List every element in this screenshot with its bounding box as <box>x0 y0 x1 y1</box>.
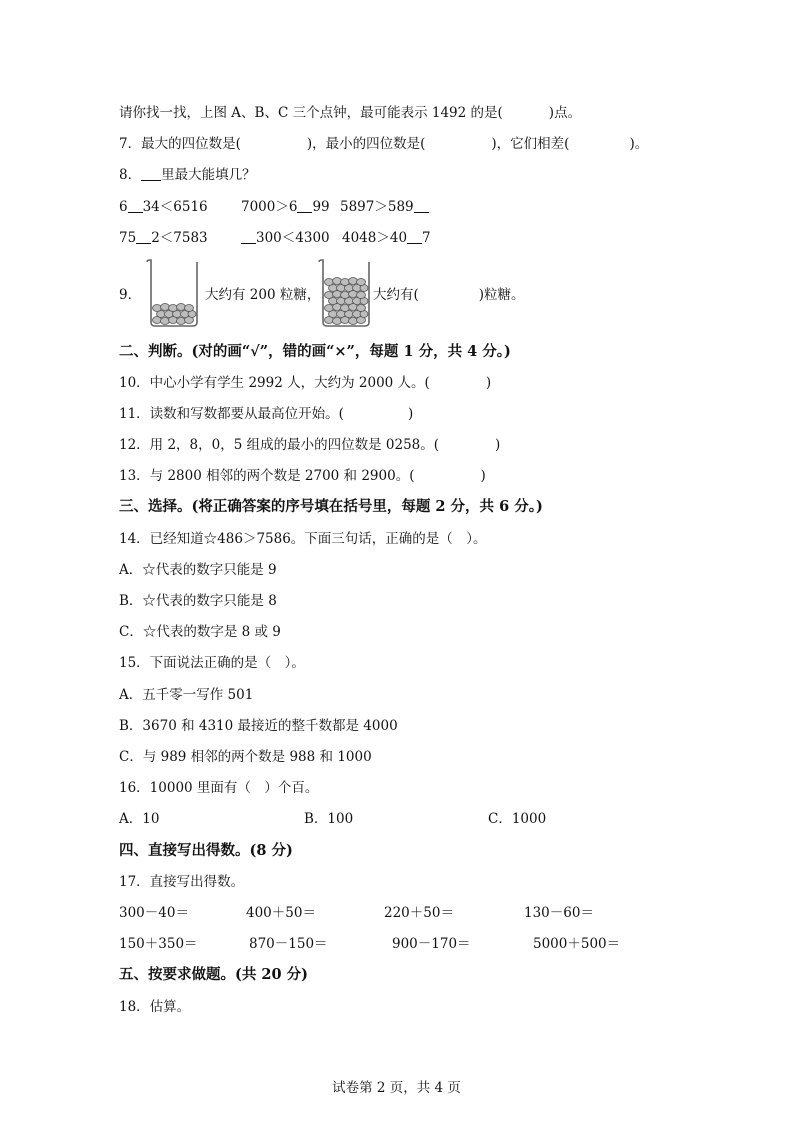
q7-part-a: 7．最大的四位数是( <box>119 136 241 152</box>
q16-stem: 16．10000 里面有（ ）个百。 <box>119 780 319 796</box>
q8-number: 8． <box>119 167 142 183</box>
q9-text-estimate: 大约有( )粒糖。 <box>373 287 525 303</box>
q15-stem: 15．下面说法正确的是（ ）。 <box>119 655 305 671</box>
q8-question: 里最大能填几？ <box>161 167 256 183</box>
q8-title <box>119 166 256 184</box>
q9-number: 9． <box>119 287 142 303</box>
q6-end: )点。 <box>548 105 582 121</box>
q7-line <box>119 135 648 153</box>
q6-text: 请你找一找，上图 A、B、C 三个点钟，最可能表示 1492 的是( <box>119 105 503 121</box>
underline-blank <box>414 198 429 213</box>
underline-blank <box>128 198 143 213</box>
q14-option: C．☆代表的数字是 8 或 9 <box>119 624 281 640</box>
calc-item: 220＋50＝ <box>384 905 454 921</box>
calc-item: 150＋350＝ <box>119 936 198 952</box>
underline-blank <box>407 229 422 244</box>
underline-blank <box>136 229 151 244</box>
underline-blank <box>241 229 256 244</box>
underline-blank <box>141 166 161 181</box>
section-4-title: 四、直接写出得数。(8 分) <box>119 842 293 859</box>
q7-part-b: )，最小的四位数是( <box>306 136 426 152</box>
q18-stem: 18．估算。 <box>119 999 191 1015</box>
q15-option: A．五千零一写作 501 <box>119 687 254 703</box>
q14-option: A．☆代表的数字只能是 9 <box>119 562 277 578</box>
section-5-title: 五、按要求做题。(共 20 分) <box>119 966 308 983</box>
section-3-title: 三、选择。(将正确答案的序号填在括号里，每题 2 分，共 6 分。) <box>119 498 543 515</box>
q10-line: 10．中心小学有学生 2992 人，大约为 2000 人。( ) <box>119 375 492 391</box>
q16-option: C．1000 <box>488 811 547 827</box>
q8-item: 300＜4300 <box>241 229 330 247</box>
q8-item: 7000＞6 99 <box>241 199 330 215</box>
q9-text-200: 大约有 200 粒糖， <box>205 287 321 303</box>
q14-option: B．☆代表的数字只能是 8 <box>119 593 277 609</box>
underline-blank <box>297 198 312 213</box>
calc-item: 900－170＝ <box>392 936 471 952</box>
section-2-title: 二、判断。(对的画“√”，错的画“×”，每题 1 分，共 4 分。) <box>119 343 511 360</box>
q8-item: 4048＞40 7 <box>342 230 431 246</box>
beaker-many-candies-icon <box>317 259 375 329</box>
q17-stem: 17．直接写出得数。 <box>119 874 245 890</box>
q8-item: 5897＞589 <box>340 198 429 216</box>
q13-line: 13．与 2800 相邻的两个数是 2700 和 2900。( ) <box>119 468 486 484</box>
q8-item: 75 2＜7583 <box>119 230 208 246</box>
calc-item: 5000＋500＝ <box>533 936 621 952</box>
page-footer: 试卷第 2 页，共 4 页 <box>332 1080 461 1096</box>
q7-part-c: )，它们相差( <box>491 136 570 152</box>
q6-line <box>119 104 581 122</box>
q12-line: 12．用 2，8，0，5 组成的最小的四位数是 0258。( ) <box>119 437 501 453</box>
q8-item: 6 34＜6516 <box>119 199 208 215</box>
q11-line: 11．读数和写数都要从最高位开始。( ) <box>119 406 414 422</box>
q15-option: C．与 989 相邻的两个数是 988 和 1000 <box>119 749 372 765</box>
q16-option: B．100 <box>304 811 354 827</box>
calc-item: 130－60＝ <box>524 905 594 921</box>
q15-option: B．3670 和 4310 最接近的整千数都是 4000 <box>119 718 398 734</box>
beaker-few-candies-icon <box>145 259 203 329</box>
q14-stem: 14．已经知道☆486＞7586。下面三句话，正确的是（ ）。 <box>119 531 487 547</box>
q7-part-d: )。 <box>629 136 649 152</box>
calc-item: 400＋50＝ <box>246 905 316 921</box>
q16-option: A．10 <box>119 811 160 827</box>
calc-item: 870－150＝ <box>249 936 328 952</box>
calc-item: 300－40＝ <box>119 905 189 921</box>
